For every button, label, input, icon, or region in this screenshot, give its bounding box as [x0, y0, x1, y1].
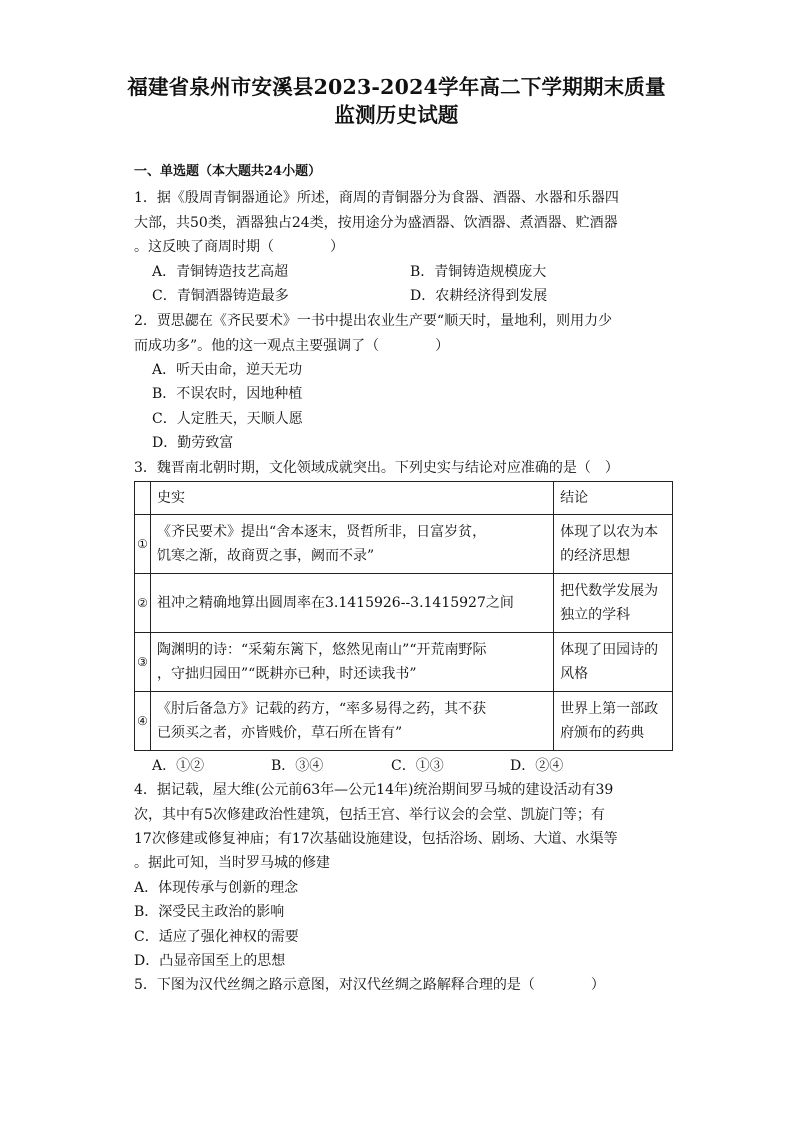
- q4-stem-line-2: 次，其中有5次修建政治性建筑，包括王宫、举行议会的会堂、凯旋门等；有: [134, 807, 605, 823]
- q3-row-1-fact-line-2: 饥寒之渐，故商贾之事，阙而不录”: [157, 548, 375, 564]
- q3-row-3-concl-line-2: 风格: [560, 666, 589, 682]
- q3-row-4-fact-line-1: 《肘后备急方》记载的药方，“率多易得之药，其不获: [157, 701, 487, 717]
- q3-table-row: [135, 692, 673, 751]
- q3-row-4-concl-line-1: 世界上第一部政: [560, 701, 659, 717]
- q3-row-4-conclusion: [554, 692, 673, 751]
- q3-header-num-cell: [135, 482, 151, 515]
- q4-option-d: D．凸显帝国至上的思想: [134, 953, 286, 969]
- q4-stem-line-4: 。据此可知，当时罗马城的修建: [134, 855, 330, 871]
- q2-option-a: A．听天由命，逆天无功: [152, 362, 303, 378]
- q2-option-c: C．人定胜天，天顺人愿: [152, 411, 303, 427]
- q3-row-2-concl-line-1: 把代数学发展为: [560, 583, 659, 599]
- q3-row-3-fact: [151, 633, 554, 692]
- q3-row-4-fact-line-2: 已须买之者，亦皆贱价，草石所在皆有”: [157, 725, 403, 741]
- q3-row-2-fact: [151, 574, 554, 633]
- q1-option-a: A．青铜铸造技艺高超: [152, 264, 289, 280]
- q1-option-d: D．农耕经济得到发展: [410, 288, 548, 304]
- q3-row-2-concl-line-2: 独立的学科: [560, 607, 631, 623]
- q3-header-conclusion: 结论: [554, 482, 673, 515]
- q3-row-2-num: ②: [135, 574, 151, 633]
- q3-row-3-conclusion: [554, 633, 673, 692]
- q3-row-3-fact-line-1: 陶渊明的诗：“采菊东篱下，悠然见南山”“开荒南野际: [157, 642, 487, 658]
- q3-table-header-row: [135, 482, 673, 515]
- q3-header-fact: 史实: [151, 482, 554, 515]
- q3-table-row: [135, 574, 673, 633]
- q1-option-c: C．青铜酒器铸造最多: [152, 288, 289, 304]
- q3-option-c: C．①③: [391, 758, 444, 774]
- q1-stem-line-1: 1．据《殷周青铜器通论》所述，商周的青铜器分为食器、酒器、水器和乐器四: [134, 190, 619, 206]
- q4-stem-line-3: 17次修建或修复神庙；有17次基础设施建设，包括浴场、剧场、大道、水渠等: [134, 831, 618, 847]
- q2-option-d: D．勤劳致富: [152, 435, 234, 451]
- q3-row-3-num: ③: [135, 633, 151, 692]
- q2-option-b: B．不误农时，因地种植: [152, 386, 303, 402]
- q5-stem: 5．下图为汉代丝绸之路示意图，对汉代丝绸之路解释合理的是（ ）: [134, 977, 605, 993]
- section-heading: 一、单选题（本大题共24小题）: [134, 164, 322, 179]
- q4-option-a: A．体现传承与创新的理念: [134, 880, 299, 896]
- q3-row-4-num: ④: [135, 692, 151, 751]
- q3-row-2-conclusion: [554, 574, 673, 633]
- q3-table-row: [135, 633, 673, 692]
- q3-table-row: [135, 515, 673, 574]
- q3-row-2-fact-line-1: 祖冲之精确地算出圆周率在3.1415926--3.1415927之间: [157, 595, 514, 611]
- q3-option-d: D．②④: [510, 758, 564, 774]
- q1-stem-line-2: 大部，共50类，酒器独占24类，按用途分为盛酒器、饮酒器、煮酒器、贮酒器: [134, 215, 618, 231]
- q3-table: [134, 481, 673, 751]
- q3-row-3-concl-line-1: 体现了田园诗的: [560, 642, 659, 658]
- q3-row-1-fact: [151, 515, 554, 574]
- q3-stem: 3．魏晋南北朝时期，文化领域成就突出。下列史实与结论对应准确的是（ ）: [134, 460, 619, 476]
- q3-row-1-fact-line-1: 《齐民要术》提出“舍本逐末，贤哲所非，日富岁贫，: [157, 524, 487, 540]
- exam-title-line-2: 监测历史试题: [334, 103, 459, 127]
- q3-option-b: B．③④: [271, 758, 324, 774]
- q3-row-3-fact-line-2: ，守拙归园田”“既耕亦已种，时还读我书”: [157, 666, 417, 682]
- q3-row-4-fact: [151, 692, 554, 751]
- q3-row-1-concl-line-2: 的经济思想: [560, 548, 631, 564]
- q3-row-4-concl-line-2: 府颁布的药典: [560, 725, 645, 741]
- q3-row-1-concl-line-1: 体现了以农为本: [560, 524, 659, 540]
- exam-title-line-1: 福建省泉州市安溪县2023-2024学年高二下学期期末质量: [127, 75, 666, 99]
- q3-row-1-num: ①: [135, 515, 151, 574]
- q3-row-1-conclusion: [554, 515, 673, 574]
- q3-option-a: A．①②: [152, 758, 205, 774]
- q1-option-b: B．青铜铸造规模庞大: [410, 264, 547, 280]
- q2-stem-line-1: 2．贾思勰在《齐民要术》一书中提出农业生产要“顺天时，量地利，则用力少: [134, 313, 613, 329]
- q4-option-b: B．深受民主政治的影响: [134, 904, 285, 920]
- q4-option-c: C．适应了强化神权的需要: [134, 929, 299, 945]
- q1-stem-line-3: 。这反映了商周时期（ ）: [134, 239, 344, 255]
- q4-stem-line-1: 4．据记载，屋大维(公元前63年—公元14年)统治期间罗马城的建设活动有39: [134, 782, 614, 798]
- q2-stem-line-2: 而成功多”。他的这一观点主要强调了（ ）: [134, 338, 450, 354]
